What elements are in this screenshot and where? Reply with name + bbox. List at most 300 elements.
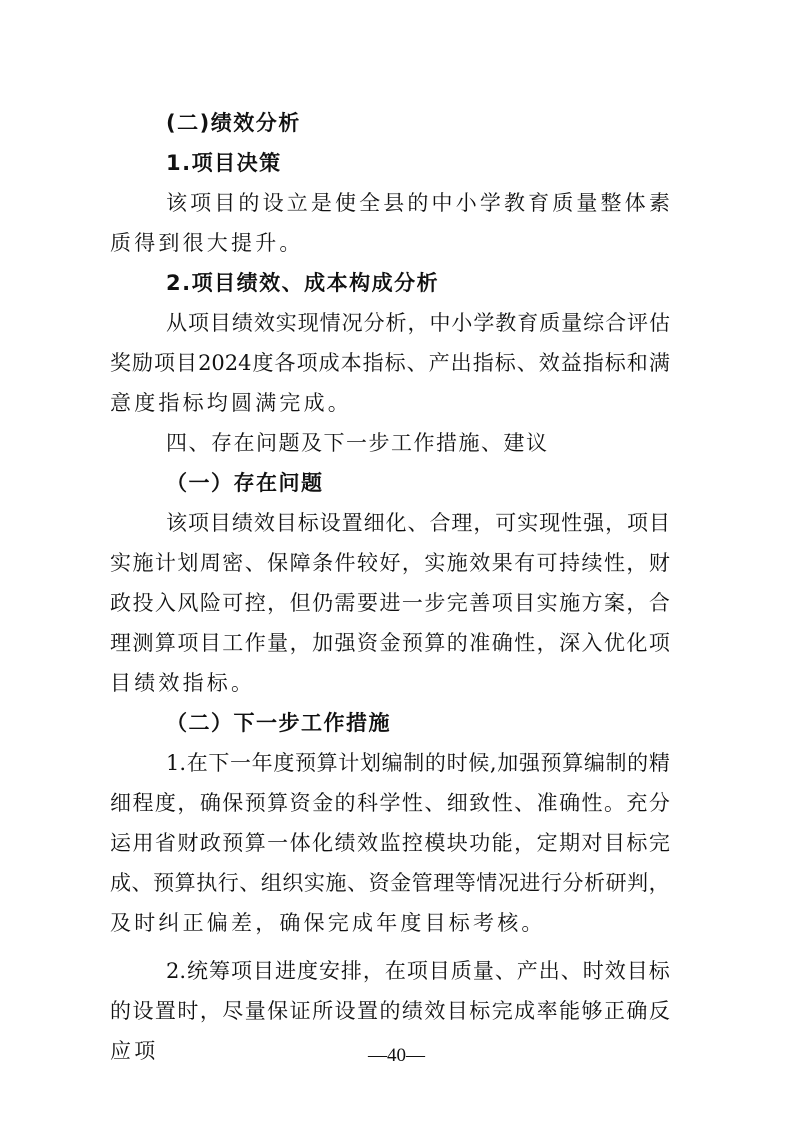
glyph: 金 xyxy=(390,871,412,895)
glyph: 项 xyxy=(187,311,209,335)
glyph: 的 xyxy=(334,791,356,815)
glyph: 2. xyxy=(166,959,187,983)
glyph: 制 xyxy=(605,751,627,775)
glyph: 性 xyxy=(491,791,513,815)
glyph: 准 xyxy=(469,631,491,655)
glyph: 教 xyxy=(495,311,517,335)
glyph: 保 xyxy=(267,999,289,1023)
paragraph-line xyxy=(110,831,670,855)
glyph: 体 xyxy=(289,831,311,855)
paragraph-line xyxy=(166,191,670,215)
glyph: 监 xyxy=(379,831,401,855)
glyph: 性 xyxy=(581,791,603,815)
glyph: 政 xyxy=(110,591,131,615)
glyph: 化 xyxy=(385,511,407,535)
glyph: 目 xyxy=(275,511,297,535)
glyph: 小 xyxy=(455,191,477,215)
glyph: 全 xyxy=(359,191,381,215)
glyph: 量 xyxy=(576,191,598,215)
glyph: 性 xyxy=(603,551,625,575)
glyph: 现 xyxy=(539,511,561,535)
glyph: 各 xyxy=(274,351,296,375)
glyph: ， xyxy=(626,551,648,575)
glyph: 效 xyxy=(253,511,275,535)
glyph: 模 xyxy=(424,831,446,855)
glyph: 、 xyxy=(131,871,153,895)
paragraph-line: 目绩效指标。 xyxy=(110,671,256,695)
glyph: 量 xyxy=(267,631,289,655)
glyph: 一 xyxy=(267,831,289,855)
glyph: 在 xyxy=(186,751,208,775)
glyph: 确 xyxy=(491,631,513,655)
glyph: 实 xyxy=(424,551,446,575)
glyph: 度 xyxy=(296,959,318,983)
glyph: 本 xyxy=(340,351,362,375)
glyph: 标 xyxy=(494,351,516,375)
glyph: 确 xyxy=(626,999,648,1023)
glyph: ， xyxy=(605,511,627,535)
glyph: 率 xyxy=(536,999,558,1023)
glyph: 目 xyxy=(514,591,536,615)
glyph: 体 xyxy=(624,191,646,215)
glyph: 、 xyxy=(516,351,538,375)
glyph: 预 xyxy=(401,631,423,655)
paragraph-line xyxy=(110,351,670,375)
glyph: 一 xyxy=(230,751,252,775)
glyph: 作 xyxy=(244,631,266,655)
glyph: 程 xyxy=(132,791,154,815)
glyph: 。 xyxy=(603,791,625,815)
glyph: 量 xyxy=(561,311,583,335)
glyph: 育 xyxy=(517,311,539,335)
glyph: 育 xyxy=(528,191,550,215)
paragraph-line xyxy=(110,871,670,895)
glyph: 指 xyxy=(362,351,384,375)
glyph: 续 xyxy=(581,551,603,575)
glyph: 持 xyxy=(559,551,581,575)
glyph: 进 xyxy=(274,959,296,983)
glyph: 目 xyxy=(199,631,221,655)
glyph: 产 xyxy=(516,959,538,983)
glyph: 指 xyxy=(472,351,494,375)
glyph: 教 xyxy=(503,191,525,215)
glyph: 项 xyxy=(187,511,209,535)
glyph: ， xyxy=(289,631,311,655)
glyph: 金 xyxy=(312,791,334,815)
glyph: 控 xyxy=(244,591,266,615)
paragraph-line xyxy=(110,791,670,815)
glyph: 量 xyxy=(472,959,494,983)
glyph: 制 xyxy=(403,751,425,775)
glyph: 产 xyxy=(428,351,450,375)
glyph: 安 xyxy=(318,959,340,983)
glyph: 奖 xyxy=(110,351,131,375)
glyph: 绩 xyxy=(231,511,253,535)
glyph: 学 xyxy=(473,311,495,335)
glyph: 置 xyxy=(341,511,363,535)
glyph: 控 xyxy=(401,831,423,855)
glyph: 运 xyxy=(110,831,131,855)
glyph: 可 xyxy=(536,551,558,575)
glyph: 设 xyxy=(334,999,356,1023)
glyph: 深 xyxy=(559,631,581,655)
glyph: 排 xyxy=(340,959,362,983)
glyph: 强 xyxy=(518,751,540,775)
glyph: , xyxy=(489,751,497,775)
glyph: 整 xyxy=(600,191,622,215)
glyph: 险 xyxy=(199,591,221,615)
glyph: 确 xyxy=(559,791,581,815)
glyph: 算 xyxy=(424,631,446,655)
glyph: 算 xyxy=(316,751,338,775)
glyph: 行 xyxy=(217,871,239,895)
glyph: 1. xyxy=(166,751,187,775)
glyph: 时 xyxy=(446,751,468,775)
glyph: 标 xyxy=(604,351,626,375)
glyph: 密 xyxy=(222,551,244,575)
glyph: 细 xyxy=(363,511,385,535)
glyph: 效 xyxy=(538,351,560,375)
glyph: 块 xyxy=(446,831,468,855)
glyph: 标 xyxy=(297,511,319,535)
glyph: ， xyxy=(362,959,384,983)
glyph: 施 xyxy=(559,591,581,615)
glyph: 绩 xyxy=(334,831,356,855)
glyph: ， xyxy=(648,871,670,895)
glyph: 合 xyxy=(605,311,627,335)
glyph: ， xyxy=(473,511,495,535)
glyph: 析 xyxy=(584,871,606,895)
glyph: 出 xyxy=(538,959,560,983)
glyph: 目 xyxy=(209,511,231,535)
glyph: 预 xyxy=(222,831,244,855)
glyph: 绩 xyxy=(231,311,253,335)
glyph: 确 xyxy=(199,791,221,815)
glyph: 所 xyxy=(312,999,334,1023)
glyph: 成 xyxy=(110,871,131,895)
glyph: 科 xyxy=(356,791,378,815)
glyph: 算 xyxy=(267,791,289,815)
glyph: 预 xyxy=(153,871,175,895)
glyph: 效 xyxy=(604,959,626,983)
glyph: ， xyxy=(407,311,429,335)
glyph: 证 xyxy=(289,999,311,1023)
glyph: 管 xyxy=(411,871,433,895)
glyph: 项 xyxy=(231,959,252,983)
glyph: 度 xyxy=(273,751,295,775)
glyph: 保 xyxy=(267,551,289,575)
glyph: 化 xyxy=(626,631,648,655)
glyph: 算 xyxy=(244,831,266,855)
glyph: 标 xyxy=(469,999,491,1023)
glyph: 项 xyxy=(190,191,212,215)
glyph: 织 xyxy=(282,871,304,895)
glyph: 细 xyxy=(110,791,131,815)
glyph: 质 xyxy=(539,311,561,335)
glyph: 财 xyxy=(177,831,199,855)
glyph: 在 xyxy=(384,959,406,983)
glyph: 准 xyxy=(536,791,558,815)
glyph: 、 xyxy=(347,871,369,895)
glyph: 较 xyxy=(356,551,378,575)
glyph: 强 xyxy=(334,631,356,655)
glyph: ， xyxy=(267,591,289,615)
glyph: 目 xyxy=(626,959,648,983)
glyph: 、 xyxy=(424,791,446,815)
glyph: 学 xyxy=(379,791,401,815)
glyph: 的 xyxy=(446,631,468,655)
glyph: 定 xyxy=(536,831,558,855)
section-heading-issues: 四、存在问题及下一步工作措施、建议 xyxy=(166,431,549,455)
glyph: 量 xyxy=(244,999,266,1023)
glyph: 案 xyxy=(603,591,625,615)
glyph: 的 xyxy=(110,999,131,1023)
glyph: 算 xyxy=(562,751,584,775)
glyph: 加 xyxy=(312,631,334,655)
glyph: 果 xyxy=(491,551,513,575)
glyph: 强 xyxy=(583,511,605,535)
glyph: ， xyxy=(199,999,221,1023)
glyph: 目 xyxy=(603,831,625,855)
glyph: 项 xyxy=(177,631,199,655)
glyph: 、 xyxy=(239,871,261,895)
glyph: 度 xyxy=(252,351,274,375)
glyph: 目 xyxy=(648,511,670,535)
glyph: 的 xyxy=(627,751,649,775)
glyph: 需 xyxy=(334,591,356,615)
glyph: 目 xyxy=(176,351,198,375)
subheading-project-decision: 1.项目决策 xyxy=(166,151,282,175)
glyph: 期 xyxy=(559,831,581,855)
glyph: 的 xyxy=(424,751,446,775)
glyph: 分 xyxy=(363,311,385,335)
glyph: 情 xyxy=(319,311,341,335)
glyph: 正 xyxy=(603,999,625,1023)
glyph: 投 xyxy=(132,591,154,615)
glyph: 预 xyxy=(540,751,562,775)
glyph: 现 xyxy=(297,311,319,335)
glyph: ， xyxy=(536,631,558,655)
paragraph-line xyxy=(110,591,670,615)
glyph: 风 xyxy=(177,591,199,615)
glyph: 资 xyxy=(368,871,390,895)
glyph: 是 xyxy=(310,191,332,215)
subheading-cost-analysis: 2.项目绩效、成本构成分析 xyxy=(166,271,440,295)
glyph: 入 xyxy=(154,591,176,615)
glyph: 资 xyxy=(356,631,378,655)
glyph: 可 xyxy=(495,511,517,535)
glyph: 周 xyxy=(199,551,221,575)
glyph: 目 xyxy=(252,959,274,983)
glyph: 统 xyxy=(187,959,209,983)
subheading-existing-issues: （一）存在问题 xyxy=(166,471,324,495)
glyph: 计 xyxy=(338,751,360,775)
glyph: 步 xyxy=(424,591,446,615)
glyph: 情 xyxy=(476,871,498,895)
glyph: 从 xyxy=(166,311,187,335)
glyph: 的 xyxy=(407,191,429,215)
glyph: 方 xyxy=(581,591,603,615)
glyph: 施 xyxy=(325,871,347,895)
glyph: 时 xyxy=(177,999,199,1023)
glyph: 工 xyxy=(222,631,244,655)
glyph: 实 xyxy=(517,511,539,535)
glyph: 预 xyxy=(294,751,316,775)
glyph: 好 xyxy=(379,551,401,575)
glyph: 标 xyxy=(626,831,648,855)
glyph: 加 xyxy=(497,751,519,775)
glyph: 障 xyxy=(289,551,311,575)
glyph: 进 xyxy=(519,871,541,895)
glyph: 项 xyxy=(648,631,670,655)
glyph: 、 xyxy=(406,351,428,375)
glyph: 性 xyxy=(401,791,423,815)
glyph: 致 xyxy=(469,791,491,815)
glyph: 仍 xyxy=(312,591,334,615)
glyph: 保 xyxy=(222,791,244,815)
glyph: 目 xyxy=(214,191,236,215)
glyph: 设 xyxy=(132,999,154,1023)
paragraph-line xyxy=(110,999,670,1023)
glyph: 估 xyxy=(648,311,670,335)
glyph: ， xyxy=(177,791,199,815)
glyph: 置 xyxy=(356,999,378,1023)
glyph: 效 xyxy=(469,551,491,575)
glyph: 综 xyxy=(583,311,605,335)
glyph: 完 xyxy=(648,831,670,855)
glyph: 2024 xyxy=(198,351,252,375)
glyph: 目 xyxy=(428,959,450,983)
glyph: 优 xyxy=(603,631,625,655)
glyph: 完 xyxy=(446,591,468,615)
glyph: 合 xyxy=(429,511,451,535)
glyph: 能 xyxy=(559,999,581,1023)
glyph: 细 xyxy=(446,791,468,815)
glyph: 算 xyxy=(154,631,176,655)
glyph: 设 xyxy=(262,191,284,215)
glyph: 有 xyxy=(514,551,536,575)
page-number: —40— xyxy=(368,1045,425,1066)
glyph: 分 xyxy=(648,791,670,815)
glyph: 年 xyxy=(251,751,273,775)
glyph: 项 xyxy=(296,351,318,375)
glyph: 条 xyxy=(312,551,334,575)
subheading-next-steps: （二）下一步工作措施 xyxy=(166,711,391,735)
glyph: 实 xyxy=(275,311,297,335)
glyph: 筹 xyxy=(209,959,231,983)
glyph: 评 xyxy=(627,311,649,335)
glyph: 进 xyxy=(379,591,401,615)
glyph: 目 xyxy=(446,999,468,1023)
glyph: 标 xyxy=(648,959,670,983)
glyph: 合 xyxy=(648,591,670,615)
glyph: 候 xyxy=(468,751,490,775)
glyph: 析 xyxy=(385,311,407,335)
paragraph-line xyxy=(166,751,670,775)
glyph: 绩 xyxy=(401,999,423,1023)
glyph: 政 xyxy=(199,831,221,855)
glyph: 执 xyxy=(196,871,218,895)
glyph: 充 xyxy=(626,791,648,815)
glyph: 等 xyxy=(454,871,476,895)
glyph: 成 xyxy=(514,999,536,1023)
glyph: 目 xyxy=(209,311,231,335)
glyph: 质 xyxy=(552,191,574,215)
glyph: 效 xyxy=(356,831,378,855)
glyph: 置 xyxy=(154,999,176,1023)
glyph: ， xyxy=(401,551,423,575)
glyph: 研 xyxy=(605,871,627,895)
glyph: 、 xyxy=(514,791,536,815)
glyph: 一 xyxy=(401,591,423,615)
glyph: 施 xyxy=(132,551,154,575)
paragraph-line: 质得到很大提升。 xyxy=(110,231,304,255)
glyph: 实 xyxy=(536,591,558,615)
glyph: 下 xyxy=(208,751,230,775)
glyph: 性 xyxy=(561,511,583,535)
glyph: 的 xyxy=(379,999,401,1023)
paragraph-line xyxy=(166,311,670,335)
glyph: 件 xyxy=(334,551,356,575)
glyph: 时 xyxy=(582,959,604,983)
glyph: 实 xyxy=(303,871,325,895)
glyph: 对 xyxy=(581,831,603,855)
glyph: 况 xyxy=(497,871,519,895)
glyph: 项 xyxy=(627,511,649,535)
glyph: 、 xyxy=(244,551,266,575)
glyph: 出 xyxy=(450,351,472,375)
glyph: ， xyxy=(626,591,648,615)
glyph: 编 xyxy=(381,751,403,775)
glyph: 理 xyxy=(433,871,455,895)
glyph: 该 xyxy=(166,191,187,215)
glyph: 励 xyxy=(132,351,154,375)
glyph: 项 xyxy=(491,591,513,615)
glyph: 够 xyxy=(581,999,603,1023)
glyph: 和 xyxy=(626,351,648,375)
glyph: 小 xyxy=(451,311,473,335)
glyph: 用 xyxy=(132,831,154,855)
glyph: 、 xyxy=(407,511,429,535)
glyph: 入 xyxy=(581,631,603,655)
glyph: 预 xyxy=(244,791,266,815)
glyph: 可 xyxy=(222,591,244,615)
glyph: 善 xyxy=(469,591,491,615)
glyph: ， xyxy=(514,831,536,855)
glyph: 组 xyxy=(260,871,282,895)
glyph: 学 xyxy=(479,191,501,215)
glyph: 使 xyxy=(334,191,356,215)
glyph: 该 xyxy=(166,511,187,535)
glyph: 测 xyxy=(132,631,154,655)
glyph: 益 xyxy=(560,351,582,375)
glyph: 尽 xyxy=(222,999,244,1023)
glyph: 资 xyxy=(289,791,311,815)
paragraph-line xyxy=(166,511,670,535)
glyph: 标 xyxy=(384,351,406,375)
glyph: 金 xyxy=(379,631,401,655)
glyph: 反 xyxy=(648,999,670,1023)
glyph: 理 xyxy=(451,511,473,535)
glyph: 项 xyxy=(406,959,428,983)
glyph: 项 xyxy=(154,351,176,375)
glyph: 效 xyxy=(424,999,446,1023)
glyph: 、 xyxy=(560,959,582,983)
glyph: 立 xyxy=(286,191,308,215)
glyph: 划 xyxy=(359,751,381,775)
glyph: 化 xyxy=(312,831,334,855)
paragraph-line: 应项 xyxy=(110,1039,159,1063)
